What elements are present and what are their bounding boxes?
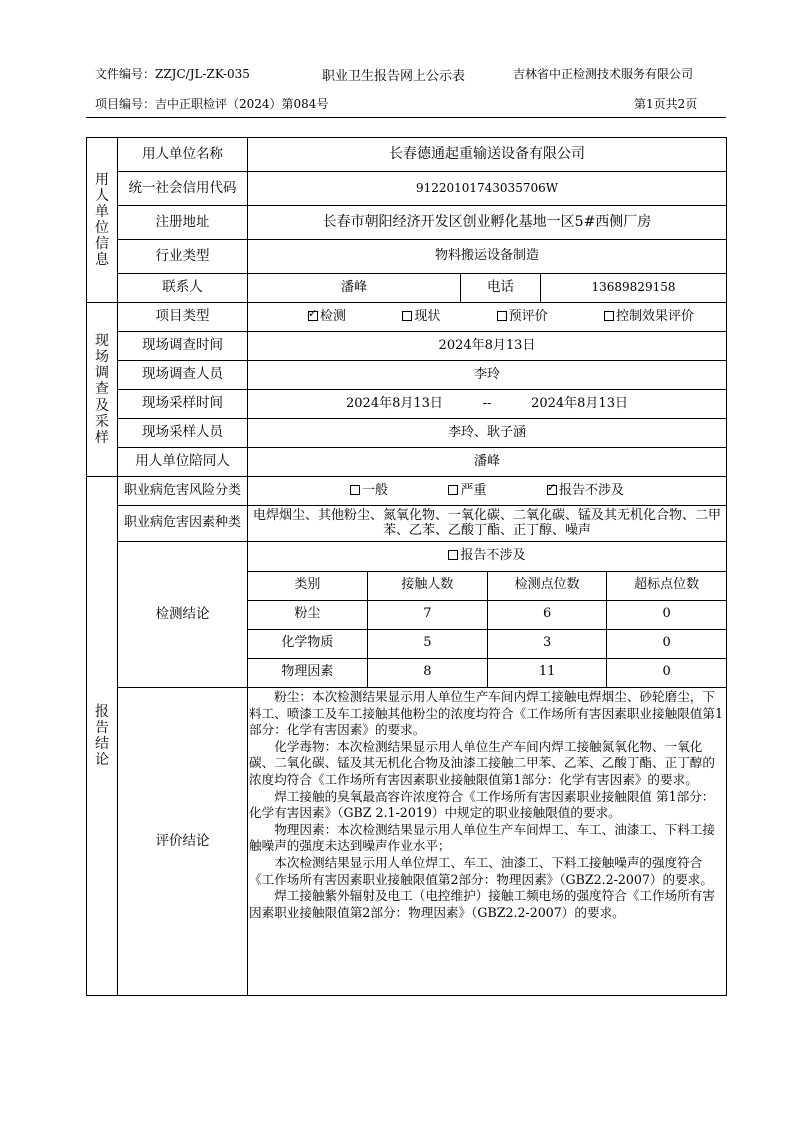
evaluation-paragraph: 物理因素：本次检测结果显示用人单位生产车间焊工、车工、油漆工、下料工接触噪声的强度未达到噪声作业水平； (249, 821, 715, 854)
checkbox-icon (448, 485, 458, 495)
project-type-options (248, 303, 727, 332)
evaluation-conclusion-label: 评价结论 (118, 688, 248, 996)
risk-option[interactable]: 一般 (350, 484, 388, 499)
survey-staff: 李玲 (248, 361, 727, 390)
survey-time-label: 现场调查时间 (118, 332, 248, 361)
employer-section-label: 用 人 单 位 信 息 (87, 138, 118, 303)
detection-conclusion (248, 542, 727, 688)
evaluation-paragraph: 化学毒物：本次检测结果显示用人单位生产车间内焊工接触氮氧化物、一氧化碳、二氧化碳、锰及其无机化合物及油漆工接触二甲苯、乙苯、乙酸丁酯、正丁醇的浓度均符合《工作场所有害因素职业接触限值第1部分：化学有害因素》的要求。 (249, 738, 715, 787)
evaluation-paragraph: 本次检测结果显示用人单位焊工、车工、油漆工、下料工接触噪声的强度符合《工作场所有害因素职业接触限值第2部分：物理因素》（GBZ2.2-2007）的要求。 (249, 854, 713, 887)
survey-staff-label: 现场调查人员 (118, 361, 248, 390)
table-header: 类别 (248, 571, 367, 600)
table-row: 粉尘 7 6 0 (248, 600, 726, 629)
registered-address: 长春市朝阳经济开发区创业孵化基地一区5#西侧厂房 (248, 206, 727, 240)
project-type-option[interactable]: ✓ 检测 (308, 310, 346, 325)
phone-number: 13689829158 (541, 274, 727, 303)
contact-person: 潘峰 (248, 274, 461, 303)
report-section-label: 报 告 结 论 (87, 477, 118, 996)
evaluation-conclusion (248, 688, 727, 996)
checkbox-checked-icon (308, 311, 318, 321)
sampling-start: 2024年8月13日 (346, 395, 443, 411)
checkbox-icon (497, 311, 507, 321)
sampling-separator: -- (482, 395, 492, 411)
credit-code-label: 统一社会信用代码 (118, 172, 248, 206)
project-number: 项目编号：吉中正职检评（2024）第084号 (95, 97, 329, 111)
table-header: 检测点位数 (488, 571, 607, 600)
address-label: 注册地址 (118, 206, 248, 240)
employer-name: 长春德通起重输送设备有限公司 (248, 138, 727, 172)
checkbox-icon (448, 550, 458, 560)
sampling-time (248, 390, 727, 419)
sampling-end: 2024年8月13日 (531, 395, 628, 411)
risk-option[interactable]: ✓ 报告不涉及 (547, 484, 624, 499)
project-type-option[interactable]: 现状 (402, 310, 440, 325)
sampling-time-label: 现场采样时间 (118, 390, 248, 419)
credit-code: 91220101743035706W (248, 172, 727, 206)
employer-name-label: 用人单位名称 (118, 138, 248, 172)
company-name: 吉林省中正检测技术服务有限公司 (513, 67, 694, 81)
phone-label: 电话 (461, 274, 541, 303)
checkbox-icon (350, 485, 360, 495)
checkbox-icon (402, 311, 412, 321)
project-type-label: 项目类型 (118, 303, 248, 332)
hazard-types-label: 职业病危害因素种类 (118, 506, 248, 542)
detection-summary-table (248, 542, 726, 687)
escort-label: 用人单位陪同人 (118, 448, 248, 477)
risk-option[interactable]: 严重 (448, 484, 486, 499)
escort-person: 潘峰 (248, 448, 727, 477)
sampling-staff-label: 现场采样人员 (118, 419, 248, 448)
detection-conclusion-label: 检测结论 (118, 542, 248, 688)
table-row: 化学物质 5 3 0 (248, 629, 726, 658)
evaluation-paragraph: 粉尘：本次检测结果显示用人单位生产车间内焊工接触电焊烟尘、砂轮磨尘，下料工、喷漆工及车工接触其他粉尘的浓度均符合《工作场所有害因素职业接触限值第1部分：化学有害因素》的要求。 (249, 689, 723, 738)
industry-type: 物料搬运设备制造 (248, 240, 727, 274)
survey-section-label: 现 场 调 查 及 采 样 (87, 303, 118, 477)
header-divider (86, 117, 726, 118)
page-indicator: 第1页共2页 (634, 97, 698, 111)
disclosure-table (86, 137, 727, 996)
industry-label: 行业类型 (118, 240, 248, 274)
evaluation-paragraph: 焊工接触紫外辐射及电工（电控维护）接触工频电场的强度符合《工作场所有害因素职业接触限值第2部分：物理因素》（GBZ2.2-2007）的要求。 (249, 888, 715, 920)
evaluation-paragraph: 焊工接触的臭氧最高容许浓度符合《工作场所有害因素职业接触限值 第1部分：化学有害因素》（GBZ 2.1-2019）中规定的职业接触限值的要求。 (249, 788, 715, 821)
contact-label: 联系人 (118, 274, 248, 303)
checkbox-checked-icon (547, 485, 557, 495)
project-type-option[interactable]: 预评价 (497, 310, 548, 325)
table-header: 超标点位数 (607, 571, 726, 600)
document-title: 职业卫生报告网上公示表 (322, 69, 466, 84)
risk-class-options (248, 477, 727, 506)
table-header: 接触人数 (367, 571, 487, 600)
project-type-option[interactable]: 控制效果评价 (604, 310, 694, 325)
survey-time: 2024年8月13日 (248, 332, 727, 361)
document-number: 文件编号：ZZJC/JL-ZK-035 (95, 67, 250, 81)
hazard-types: 电焊烟尘、其他粉尘、氮氧化物、一氧化碳、二氧化碳、锰及其无机化合物、二甲苯、乙苯、乙酸丁酯、正丁醇、噪声 (248, 506, 727, 542)
table-row: 物理因素 8 11 0 (248, 658, 726, 687)
checkbox-icon (604, 311, 614, 321)
risk-class-label: 职业病危害风险分类 (118, 477, 248, 506)
sampling-staff: 李玲、耿子涵 (248, 419, 727, 448)
not-involved-option[interactable]: 报告不涉及 (248, 542, 726, 571)
